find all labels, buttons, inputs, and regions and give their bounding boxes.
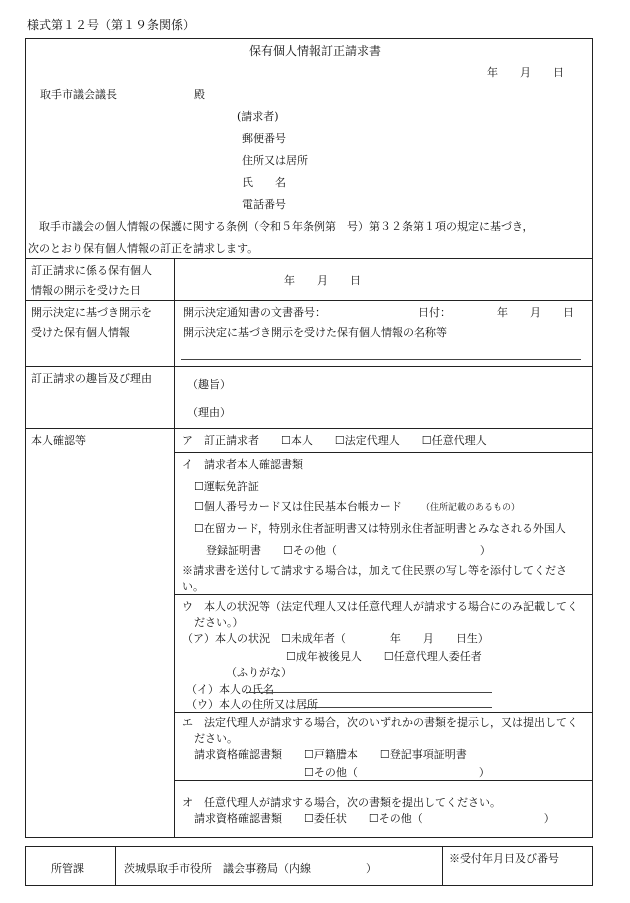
row4-label: 本人確認等 [31,434,86,447]
legal-rep-doc-other[interactable]: ☐その他（ ） [304,766,490,779]
principal-address-label: （ウ）本人の住所又は居所 [186,698,318,711]
status-title-line2: ださい。） [194,616,244,629]
agent-title: オ 任意代理人が請求する場合，次の書類を提出してください。 [182,796,501,809]
disclosure-date-field[interactable]: 年 月 日 [284,274,361,287]
reason-field[interactable]: （理由） [187,406,231,419]
principal-name-label: （イ）本人の氏名 [186,683,274,696]
purpose-field[interactable]: （趣旨） [187,378,231,391]
footer-rule-1 [115,846,116,886]
legal-rep-title-line1: エ 法定代理人が請求する場合，次のいずれかの書類を提示し，又は提出してく [182,716,578,729]
form-number: 様式第１２号（第１９条関係） [27,18,196,32]
form-title: 保有個人情報訂正請求書 [248,44,381,58]
info-name-label: 開示決定に基づき開示を受けた保有個人情報の名称等 [183,326,447,339]
dept-value: 茨城県取手市役所 議会事務局（内線 ） [124,862,377,875]
row-divider-3 [25,428,593,429]
postal-code-label: 郵便番号 [242,132,286,145]
agent-doc-options[interactable]: 請求資格確認書類 ☐委任状 ☐その他（ ） [194,812,555,825]
requester-heading: (請求者) [237,110,279,123]
preamble-line-1: 取手市議会の個人情報の保護に関する条例（令和５年条例第 号）第３２条第１項の規定に基づき， [28,220,534,233]
row-divider-1 [25,300,593,301]
status-guardian-options[interactable]: ☐成年被後見人 ☐任意代理人委任者 [286,650,482,663]
request-date: 年 月 日 [487,66,564,79]
row-divider-2 [25,366,593,367]
section-divider-a [174,452,593,453]
name-label: 氏 名 [242,176,286,189]
legal-rep-doc-options[interactable]: 請求資格確認書類 ☐戸籍謄本 ☐登記事項証明書 [194,748,467,761]
addressee: 取手市議会議長 [40,88,117,101]
phone-label: 電話番号 [242,198,286,211]
status-title-line1: ウ 本人の状況等（法定代理人又は任意代理人が請求する場合にのみ記載してく [182,600,578,613]
id-doc-mynumber-card[interactable]: ☐個人番号カード又は住民基本台帳カード [194,500,402,513]
id-docs-note-line2: い。 [182,580,204,593]
status-minor-option[interactable]: （ア）本人の状況 ☐未成年者（ 年 月 日生） [182,632,489,645]
info-name-field[interactable] [181,359,581,360]
row3-label: 訂正請求の趣旨及び理由 [31,372,152,385]
legal-rep-title-line2: ださい。 [194,732,238,745]
principal-address-field[interactable] [304,707,492,708]
dept-label: 所管課 [51,862,84,875]
section-divider-u [174,712,593,713]
requester-type-options[interactable]: ア 訂正請求者 ☐本人 ☐法定代理人 ☐任意代理人 [182,434,487,447]
section-divider-e [174,780,593,781]
id-doc-other[interactable]: 登録証明書 ☐その他（ ） [206,544,491,557]
section-divider-i [174,594,593,595]
label-column-rule [174,258,175,837]
footer-rule-2 [442,846,443,886]
table-top-rule [25,258,593,259]
row2-label-line2: 受けた保有個人情報 [31,326,130,339]
row1-label-line2: 情報の開示を受けた日 [31,284,141,297]
id-doc-note-small: （住所記載のあるもの） [421,503,521,513]
id-docs-title: イ 請求者本人確認書類 [182,458,303,471]
honorific: 殿 [194,88,205,101]
row2-label-line1: 開示決定に基づき開示を [31,306,152,319]
id-doc-drivers-license[interactable]: ☐運転免許証 [194,480,259,493]
id-docs-note-line1: ※請求書を送付して請求する場合は，加えて住民票の写し等を添付してくださ [182,564,567,577]
principal-name-field[interactable] [246,692,492,693]
row1-label-line1: 訂正請求に係る保有個人 [31,264,152,277]
receipt-label: ※受付年月日及び番号 [449,852,559,865]
notice-date-field[interactable]: 年 月 日 [497,306,574,319]
furigana-label: （ふりがな） [226,666,292,679]
address-label: 住所又は居所 [242,154,308,167]
notice-doc-number-label[interactable]: 開示決定通知書の文書番号： [183,306,326,319]
notice-date-label: 日付： [418,306,451,319]
id-doc-residence-card[interactable]: ☐在留カード，特別永住者証明書又は特別永住者証明書とみなされる外国人 [194,522,566,535]
preamble-line-2: 次のとおり保有個人情報の訂正を請求します。 [28,242,259,255]
